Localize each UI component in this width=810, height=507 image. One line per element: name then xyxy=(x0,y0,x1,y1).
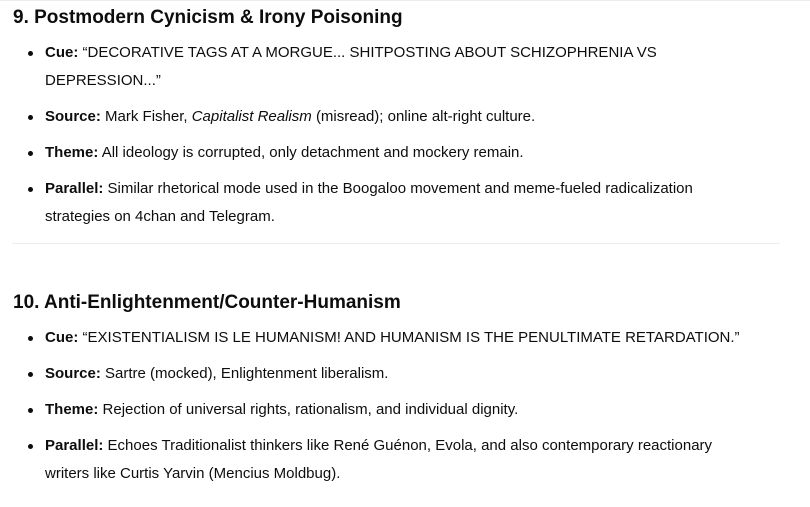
list-item-cue xyxy=(0,39,755,95)
item-label: Theme: xyxy=(45,401,99,418)
item-text: All ideology is corrupted, only detachment and mockery remain. xyxy=(101,144,524,161)
item-text: “DECORATIVE TAGS AT A MORGUE... SHITPOSTING ABOUT SCHIZOPHRENIA VS DEPRESSION...” xyxy=(45,44,657,89)
bullet-list xyxy=(0,39,810,231)
list-item-cue xyxy=(0,324,755,352)
item-text: Echoes Traditionalist thinkers like René Guénon, Evola, and also contemporary reactionary writers like Curtis Yarvin (Mencius Moldbug). xyxy=(45,437,713,482)
list-item-parallel xyxy=(0,175,755,231)
section-heading: 10. Anti-Enlightenment/Counter-Humanism xyxy=(13,292,401,313)
section-heading: 9. Postmodern Cynicism & Irony Poisoning xyxy=(13,7,403,28)
list-item-theme xyxy=(0,139,755,167)
item-label: Parallel: xyxy=(45,437,104,454)
item-text: Rejection of universal rights, rationalism, and individual dignity. xyxy=(102,401,519,418)
item-text: “EXISTENTIALISM IS LE HUMANISM! AND HUMANISM IS THE PENULTIMATE RETARDATION.” xyxy=(82,329,740,346)
item-label: Theme: xyxy=(45,144,99,161)
list-item-theme xyxy=(0,396,755,424)
item-text: Mark Fisher, xyxy=(105,108,188,125)
item-label: Parallel: xyxy=(45,180,104,197)
section-divider xyxy=(12,243,780,244)
item-label: Source: xyxy=(45,108,101,125)
section-postmodern-cynicism xyxy=(0,6,810,239)
list-item-parallel xyxy=(0,432,755,488)
section-anti-enlightenment xyxy=(0,291,810,496)
bullet-list xyxy=(0,324,810,488)
item-text: (misread); online alt-right culture. xyxy=(315,108,536,125)
list-item-source xyxy=(0,360,755,388)
list-item-source xyxy=(0,103,755,131)
item-label: Cue: xyxy=(45,44,79,61)
book-title: Capitalist Realism xyxy=(191,108,312,125)
item-label: Cue: xyxy=(45,329,79,346)
item-text: Sartre (mocked), Enlightenment liberalism. xyxy=(105,365,389,382)
item-text: Similar rhetorical mode used in the Boogaloo movement and meme-fueled radicalization strategies on 4chan and Telegram. xyxy=(45,180,693,225)
item-label: Source: xyxy=(45,365,101,382)
top-divider xyxy=(0,0,810,1)
